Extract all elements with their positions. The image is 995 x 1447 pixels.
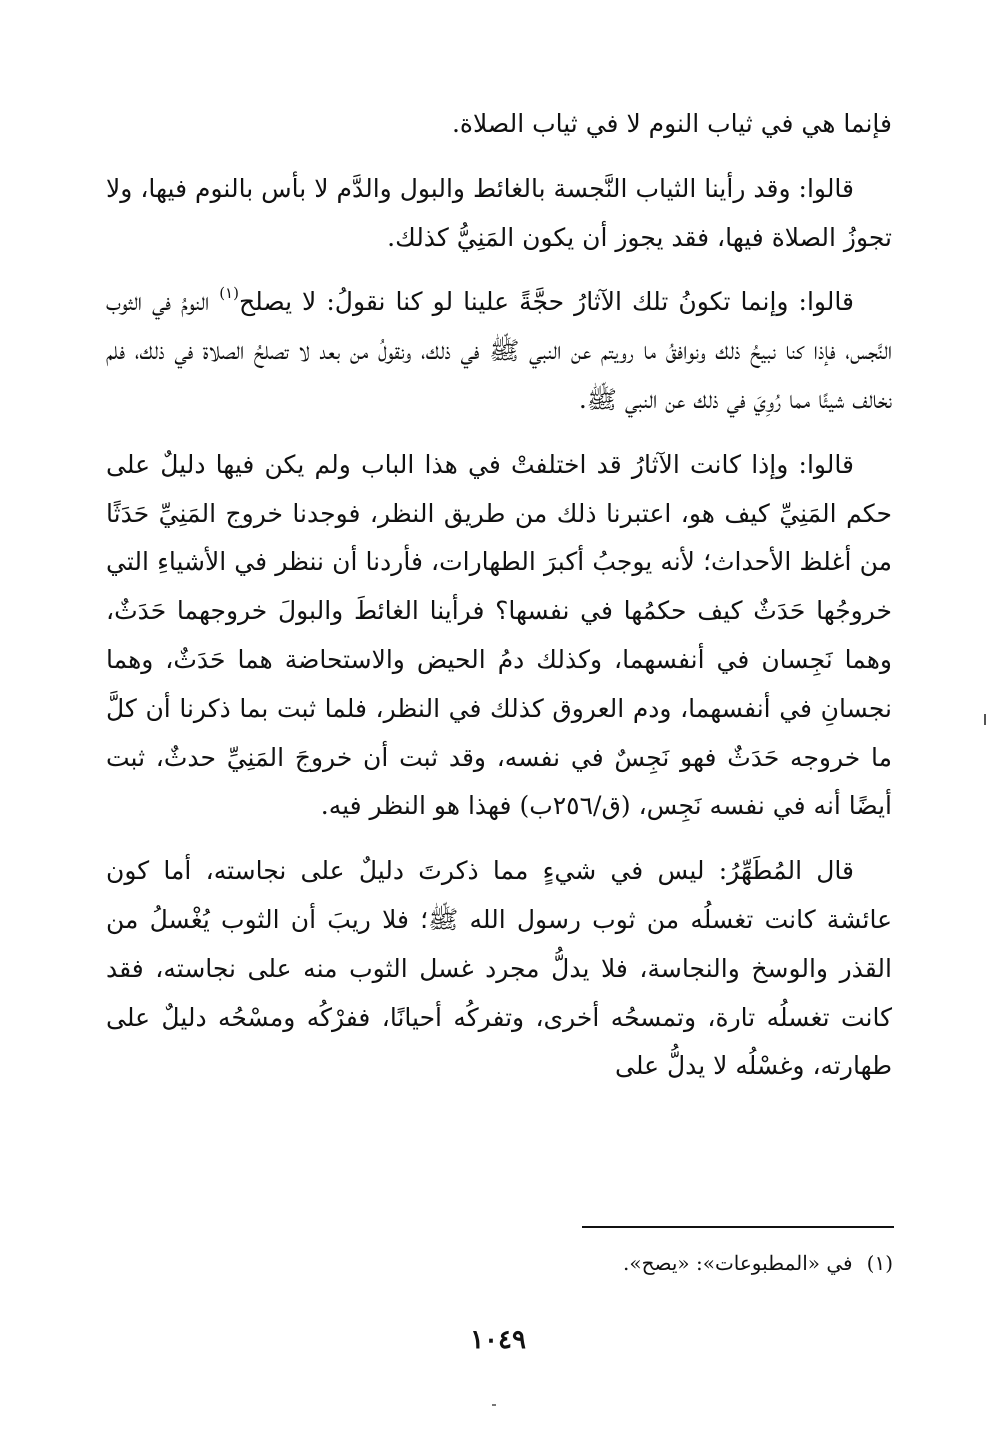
scan-speck	[492, 1404, 496, 1406]
footnote-text: في «المطبوعات»: «يصح».	[622, 1251, 853, 1275]
paragraph-5: قال المُطَهِّرُ: ليس في شيءٍ مما ذكرتَ دليلٌ على نجاسته، أما كون عائشة كانت تغسلُه من ثوب رسول الله ﷺ؛ فلا ريبَ أن الثوب يُغْسلُ من القذر والوسخ والنجاسة، فلا يدلُّ مجرد غسل الثوب منه على نجاسته، فقد كانت تغسلُه تارة، وتمسحُه أخرى، وتفركُه أحيانًا، ففرْكُه ومسْحُه دليلٌ على طهارته، وغسْلُه لا يدلُّ على	[106, 856, 892, 1081]
paragraph-1: فإنما هي في ثياب النوم لا في ثياب الصلاة.	[451, 109, 892, 138]
paragraph-3-rest: النومُ في الثوب النَّجس، فإذا كنا نبيحُ ذلك ونوافقُ ما رويتم عن النبي ﷺ في ذلك، ونقولُ من بعد لا تصلحُ الصلاة في ذلك، فلم نخالف شيئًا مما رُوِيَ في ذلك عن النبي ﷺ.	[106, 287, 892, 414]
main-text	[106, 100, 892, 1107]
paragraph-2: قالوا: وقد رأينا الثياب النَّجسة بالغائط والبول والدَّم لا بأس بالنوم فيها، ولا تجوزُ الصلاة فيها، فقد يجوز أن يكون المَنِيُّ كذلك.	[106, 173, 892, 252]
footnote-divider	[582, 1226, 894, 1228]
paragraph-3-start: قالوا: وإنما تكونُ تلك الآثارُ حجَّةً علينا لو كنا نقولُ: لا يصلح	[238, 287, 854, 317]
footnote-reference[interactable]: (١)	[219, 284, 239, 303]
page-number: ١٠٤٩	[470, 1325, 526, 1355]
footnote	[500, 1246, 893, 1280]
footnote-number: (١)	[866, 1251, 893, 1275]
margin-mark	[984, 714, 986, 725]
paragraph-3	[106, 278, 892, 424]
paragraph-4: قالوا: وإذا كانت الآثارُ قد اختلفتْ في هذا الباب ولم يكن فيها دليلٌ على حكم المَنِيِّ كيف هو، اعتبرنا ذلك من طريق النظر، فوجدنا خروج المَنِيِّ حَدَثًا من أغلظ الأحداث؛ لأنه يوجبُ أكبرَ الطهارات، فأردنا أن ننظر في الأشياءِ التي خروجُها حَدَثٌ كيف حكمُها في نفسها؟ فرأينا الغائطَ والبولَ خروجهما حَدَثٌ، وهما نَجِسان في أنفسهما، وكذلك دمُ الحيض والاستحاضة هما حَدَثٌ، وهما نجسانِ في أنفسهما، ودم العروق كذلك في النظر، فلما ثبت بما ذكرنا أن كلَّ ما خروجه حَدَثٌ فهو نَجِسٌ في نفسه، وقد ثبت أن خروجَ المَنِيِّ حدثٌ، ثبت أيضًا أنه في نفسه نَجِس، (ق/٢٥٦ب) فهذا هو النظر فيه.	[106, 449, 892, 821]
